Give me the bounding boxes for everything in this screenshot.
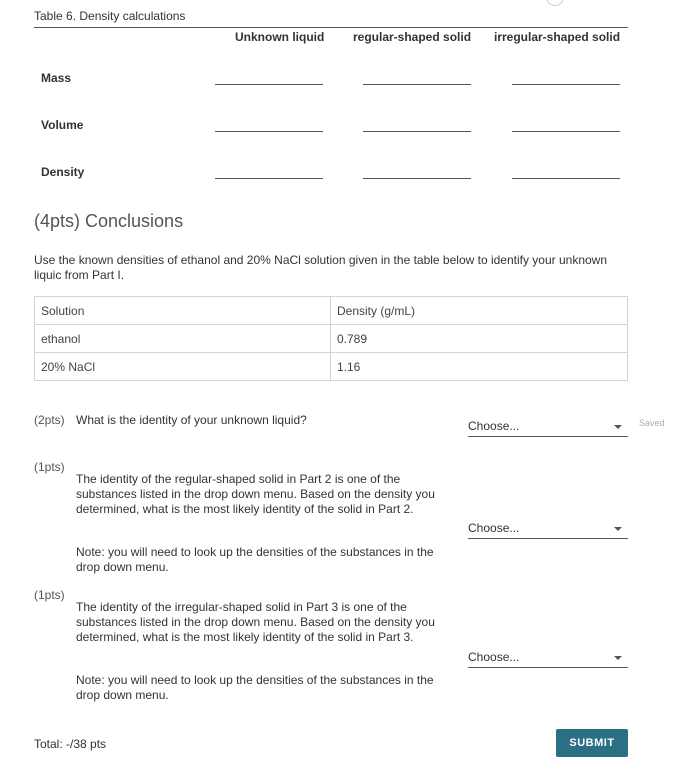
table-row (35, 325, 628, 353)
question-3-points: (1pts) (34, 588, 65, 602)
circle-icon (546, 0, 564, 6)
question-3-text: The identity of the irregular-shaped solid in Part 3 is one of the substances listed in the drop down menu. Based on the density you determined, what is the most likely identity of the solid in Part 3. (76, 600, 435, 644)
density-irregular-solid-blank[interactable] (512, 178, 620, 179)
table-row (35, 353, 628, 381)
chevron-down-icon (614, 527, 622, 531)
total-points: Total: -/38 pts (34, 737, 107, 751)
table-row (35, 297, 628, 325)
question-3-select[interactable] (468, 646, 628, 668)
density-regular-solid-blank[interactable] (363, 178, 471, 179)
header-density: Density (g/mL) (331, 297, 628, 325)
header-solution: Solution (35, 297, 331, 325)
volume-irregular-solid-blank[interactable] (512, 131, 620, 132)
instructions-text: Use the known densities of ethanol and 20% NaCl solution given in the table below to identify your unknown liquic from Part I. (34, 253, 608, 282)
volume-unknown-liquid-blank[interactable] (215, 131, 323, 132)
cell-solution: ethanol (35, 325, 331, 353)
column-header-irregular-solid: irregular-shaped solid (494, 30, 621, 44)
question-1-text: What is the identity of your unknown liquid? (76, 413, 307, 427)
question-2-note: Note: you will need to look up the densities of the substances in the drop down menu. (76, 545, 434, 574)
table-top-rule (34, 27, 628, 28)
question-3-note: Note: you will need to look up the densities of the substances in the drop down menu. (76, 673, 434, 702)
volume-regular-solid-blank[interactable] (363, 131, 471, 132)
mass-unknown-liquid-blank[interactable] (215, 84, 323, 85)
row-label-mass: Mass (41, 71, 72, 85)
question-1-select-value: Choose... (468, 419, 520, 433)
mass-irregular-solid-blank[interactable] (512, 84, 620, 85)
mass-regular-solid-blank[interactable] (363, 84, 471, 85)
saved-status: Saved (639, 418, 665, 428)
row-label-volume: Volume (41, 118, 84, 132)
question-2-text: The identity of the regular-shaped solid in Part 2 is one of the substances listed in the drop down menu. Based on the density you determined, what is the most likely identity of the solid in Part 2. (76, 472, 435, 516)
chevron-down-icon (614, 425, 622, 429)
submit-button[interactable]: SUBMIT (556, 729, 628, 757)
chevron-down-icon (614, 656, 622, 660)
column-header-regular-solid: regular-shaped solid (353, 30, 472, 44)
column-header-unknown-liquid: Unknown liquid (235, 30, 325, 44)
question-2-select-value: Choose... (468, 521, 520, 535)
question-1-points: (2pts) (34, 413, 65, 427)
question-3-select-value: Choose... (468, 650, 520, 664)
question-2-select[interactable] (468, 517, 628, 539)
cell-solution: 20% NaCl (35, 353, 331, 381)
question-1-select[interactable] (468, 415, 628, 437)
density-unknown-liquid-blank[interactable] (215, 178, 323, 179)
reference-density-table (34, 296, 628, 381)
section-title: (4pts) Conclusions (34, 211, 184, 231)
table-caption: Table 6. Density calculations (34, 9, 186, 23)
question-2-points: (1pts) (34, 460, 65, 474)
cell-density: 1.16 (331, 353, 628, 381)
cell-density: 0.789 (331, 325, 628, 353)
row-label-density: Density (41, 165, 85, 179)
